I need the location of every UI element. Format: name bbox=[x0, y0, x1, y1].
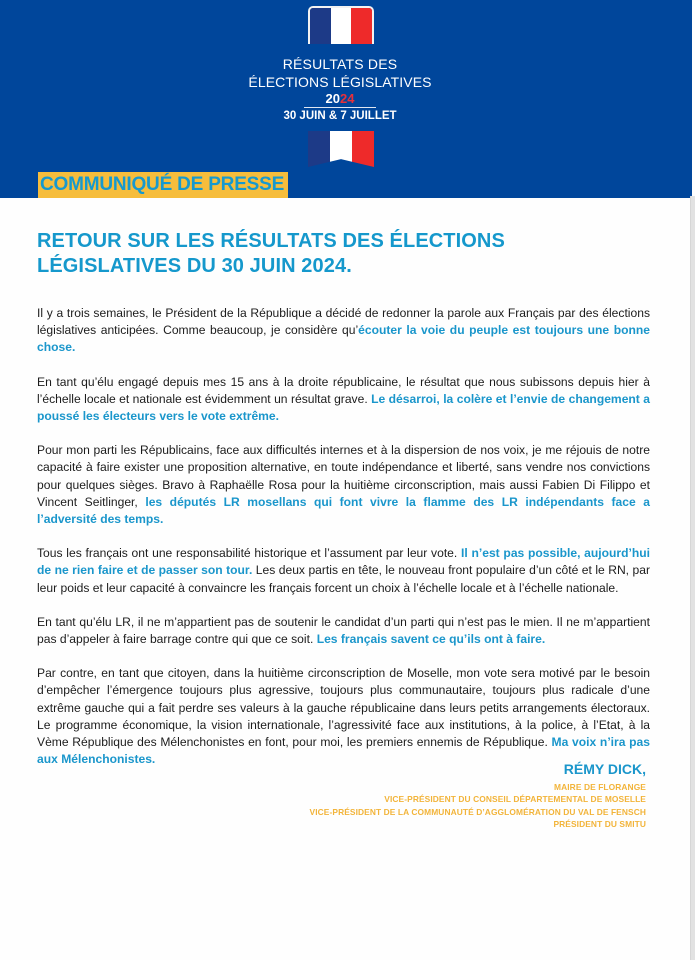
banner-line-2: ÉLECTIONS LÉGISLATIVES bbox=[248, 74, 432, 90]
paragraph-6 bbox=[37, 665, 650, 768]
french-flag-ribbon-icon bbox=[308, 131, 374, 167]
paragraph-4 bbox=[37, 545, 650, 597]
press-release-label: COMMUNIQUÉ DE PRESSE bbox=[38, 172, 288, 198]
flag-stripe-red bbox=[351, 8, 372, 44]
paragraph-emphasis: Le désarroi, la colère et l’envie de changement a poussé les électeurs vers le vote extrême. bbox=[37, 391, 650, 424]
paragraph-emphasis: les députés LR mosellans qui font vivre la flamme des LR indépendants face a l’adversité des temps. bbox=[37, 494, 651, 527]
banner-year-prefix: 20 bbox=[325, 91, 340, 106]
paragraph-text: En tant qu’élu engagé depuis mes 15 ans à la droite républicaine, le résultat que nous subissons depuis hier à l’échelle locale et nationale est évidemment un résultat grave. bbox=[37, 374, 650, 406]
paragraph-1 bbox=[37, 305, 650, 357]
page-edge-scrollbar[interactable] bbox=[690, 196, 695, 960]
signatory-name: RÉMY DICK, bbox=[563, 761, 646, 777]
ribbon-stripe-blue bbox=[308, 131, 330, 167]
ribbon-stripe-white bbox=[330, 131, 352, 167]
signatory-role: PRÉSIDENT DU SMITU bbox=[553, 819, 646, 830]
paragraph-text: Les deux partis en tête, le nouveau front populaire d’un côté et le RN, par leur poids et leur capacité à convaincre les français forcent un choix à l’échelle locale et à l’échelle nationale. bbox=[37, 563, 650, 595]
signatory-role: MAIRE DE FLORANGE bbox=[554, 782, 646, 792]
paragraph-3 bbox=[37, 442, 650, 528]
banner-line-1: RÉSULTATS DES bbox=[282, 56, 398, 72]
paragraph-text: Par contre, en tant que citoyen, dans la huitième circonscription de Moselle, mon vote sera motivé par le besoin d’empêcher l’émergence toujours plus agressive, toujours plus communautaire, toujours plus radicale d’une extrême gauche qui a fait perdre ses valeurs à la gauche républicaine dans leurs petits arrangements électoraux. Le programme économique, la vision internationale, l’agressivité face aux institutions, à la police, à l’Etat, à la Vème République des Mélenchonistes en font, pour moi, les premiers ennemis de République. bbox=[37, 666, 650, 750]
ribbon-stripe-red bbox=[352, 131, 374, 167]
document-title: RETOUR SUR LES RÉSULTATS DES ÉLECTIONS LÉGISLATIVES DU 30 JUIN 2024. bbox=[37, 230, 505, 277]
paragraph-emphasis: écouter la voie du peuple est toujours une bonne chose. bbox=[37, 323, 650, 355]
paragraph-text: En tant qu’élu LR, il ne m’appartient pas de soutenir le candidat d’un parti qui n’est pas le mien. Il ne m’appartient pas d’appeler à faire barrage contre qui que ce soit. bbox=[37, 614, 650, 647]
banner-divider bbox=[304, 107, 376, 108]
signatory-role: VICE-PRÉSIDENT DE LA COMMUNAUTÉ D’AGGLOMÉRATION DU VAL DE FENSCH bbox=[309, 806, 646, 817]
paragraph-2 bbox=[37, 374, 650, 426]
paragraph-5 bbox=[37, 614, 650, 648]
paragraph-text: Pour mon parti les Républicains, face aux difficultés internes et à la dispersion de nos voix, je me réjouis de notre capacité à faire exister une proposition alternative, en toute indépendance et liberté, sans vendre nos convictions pour quelques sièges. Bravo à Raphaëlle Rosa pour la huitième circonscription, mais aussi Fabien Di Filippo et Vincent Seitlinger, bbox=[37, 443, 650, 509]
banner-dates: 30 JUIN & 7 JUILLET bbox=[283, 110, 397, 122]
french-flag-top-icon bbox=[308, 6, 374, 44]
document-body bbox=[37, 305, 650, 785]
paragraph-text: Il y a trois semaines, le Président de la République a décidé de redonner la parole aux Français par des élections législatives anticipées. Comme beaucoup, je considère qu’ bbox=[37, 306, 650, 338]
paragraph-text: Tous les français ont une responsabilité historique et l’assument par leur vote. bbox=[37, 546, 462, 561]
election-results-banner bbox=[240, 55, 440, 124]
paragraph-emphasis: Il n’est pas possible, aujourd’hui de ne rien faire et de passer son tour. bbox=[37, 546, 651, 578]
paragraph-emphasis: Les français savent ce qu’ils ont à faire. bbox=[316, 632, 546, 647]
paragraph-emphasis: Ma voix n’ira pas aux Mélenchonistes. bbox=[37, 735, 650, 767]
flag-stripe-blue bbox=[310, 8, 331, 44]
header-banner bbox=[0, 0, 692, 198]
banner-year bbox=[240, 91, 440, 106]
signatory-role: VICE-PRÉSIDENT DU CONSEIL DÉPARTEMENTAL DE MOSELLE bbox=[384, 794, 646, 805]
signature-block bbox=[310, 760, 646, 831]
banner-year-suffix: 24 bbox=[340, 91, 355, 106]
flag-stripe-white bbox=[331, 8, 352, 44]
